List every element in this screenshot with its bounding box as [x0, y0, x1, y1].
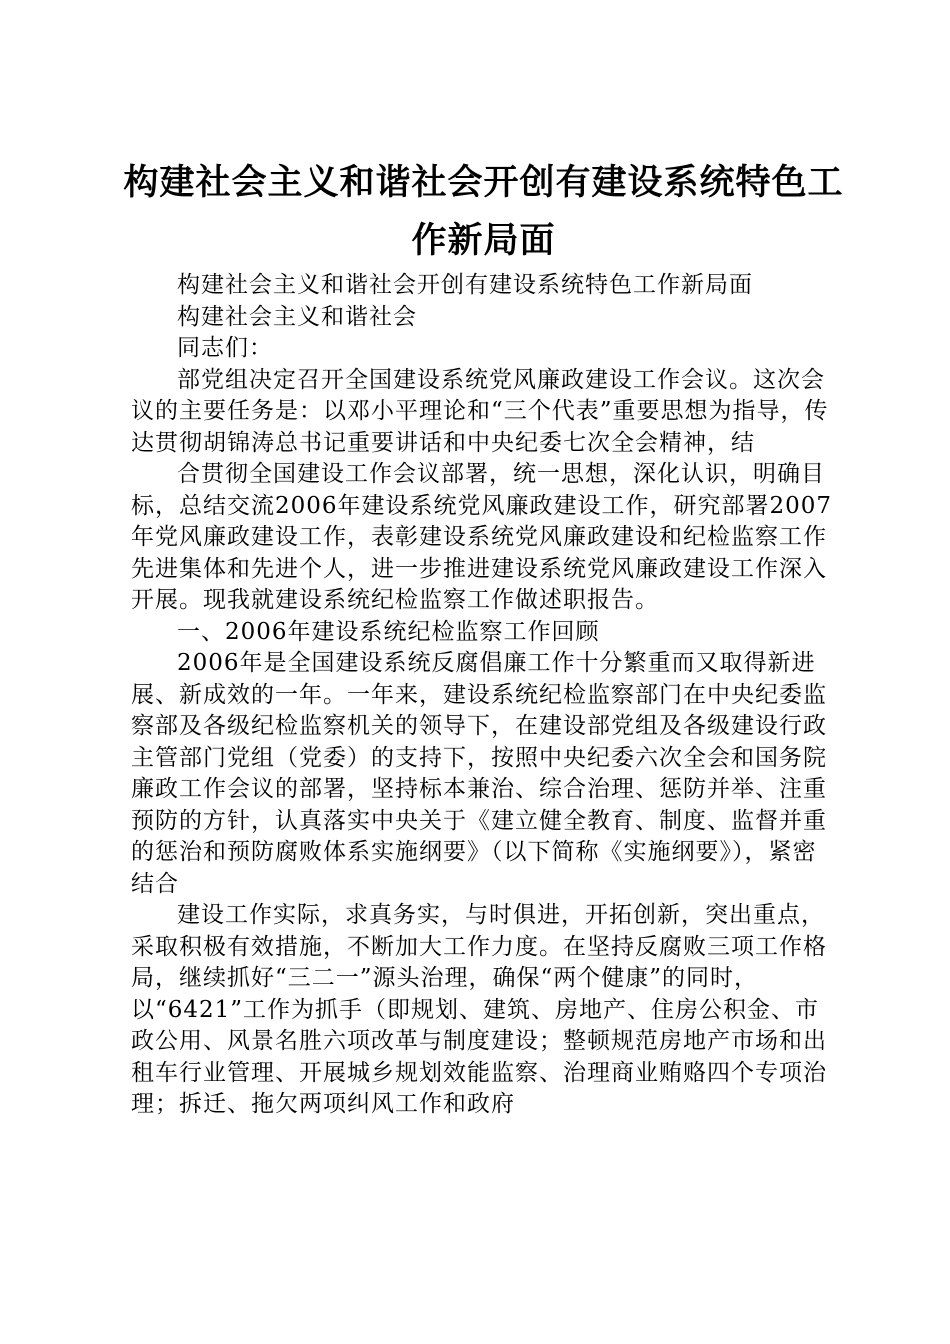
paragraph-body: 建设工作实际，求真务实，与时俱进，开拓创新，突出重点，采取积极有效措施，不断加大工作力度。在坚持反腐败三项工作格局，继续抓好“三二一”源头治理，确保“两个健康”的同时，以“6421”工作为抓手（即规划、建筑、房地产、住房公积金、市政公用、风景名胜六项改革与制度建设；整顿规范房地产市场和出租车行业管理、开展城乡规划效能监察、治理商业贿赂四个专项治理；拆迁、拖欠两项纠风工作和政府: [131, 902, 827, 1117]
document-title: [123, 150, 844, 270]
title-line-1: 构建社会主义和谐社会开创有建设系统特色工: [123, 162, 844, 203]
paragraph-body: 2006年是全国建设系统反腐倡廉工作十分繁重而又取得新进展、新成效的一年。一年来，建设系统纪检监察部门在中央纪委监察部及各级纪检监察机关的领导下，在建设部党组及各级建设行政主管部门党组（党委）的支持下，按照中央纪委六次全会和国务院廉政工作会议的部署，坚持标本兼治、综合治理、惩防并举、注重预防的方针，认真落实中央关于《建立健全教育、制度、监督并重的惩治和预防腐败体系实施纲要》（以下简称《实施纲要》），紧密结合: [131, 650, 827, 897]
paragraph-body: 合贯彻全国建设工作会议部署，统一思想，深化认识，明确目标，总结交流2006年建设系统党风廉政建设工作，研究部署2007年党风廉政建设工作，表彰建设系统党风廉政建设和纪检监察工作先进集体和先进个人，进一步推进建设系统党风廉政建设工作深入开展。现我就建设系统纪检监察工作做述职报告。: [131, 461, 833, 613]
paragraph-subtitle: 构建社会主义和谐社会开创有建设系统特色工作新局面: [177, 272, 753, 298]
paragraph-salutation: 同志们：: [177, 335, 273, 361]
title-line-2: 作新局面: [411, 220, 556, 261]
document-page: [123, 150, 844, 1121]
paragraph-heading: 构建社会主义和谐社会: [177, 303, 417, 330]
paragraph-body: 部党组决定召开全国建设系统党风廉政建设工作会议。这次会议的主要任务是：以邓小平理论和“三个代表”重要思想为指导，传达贯彻胡锦涛总书记重要讲话和中央纪委七次全会精神，结: [131, 366, 829, 456]
paragraph-section-heading: 一、2006年建设系统纪检监察工作回顾: [177, 618, 600, 645]
document-body: [131, 270, 836, 1121]
